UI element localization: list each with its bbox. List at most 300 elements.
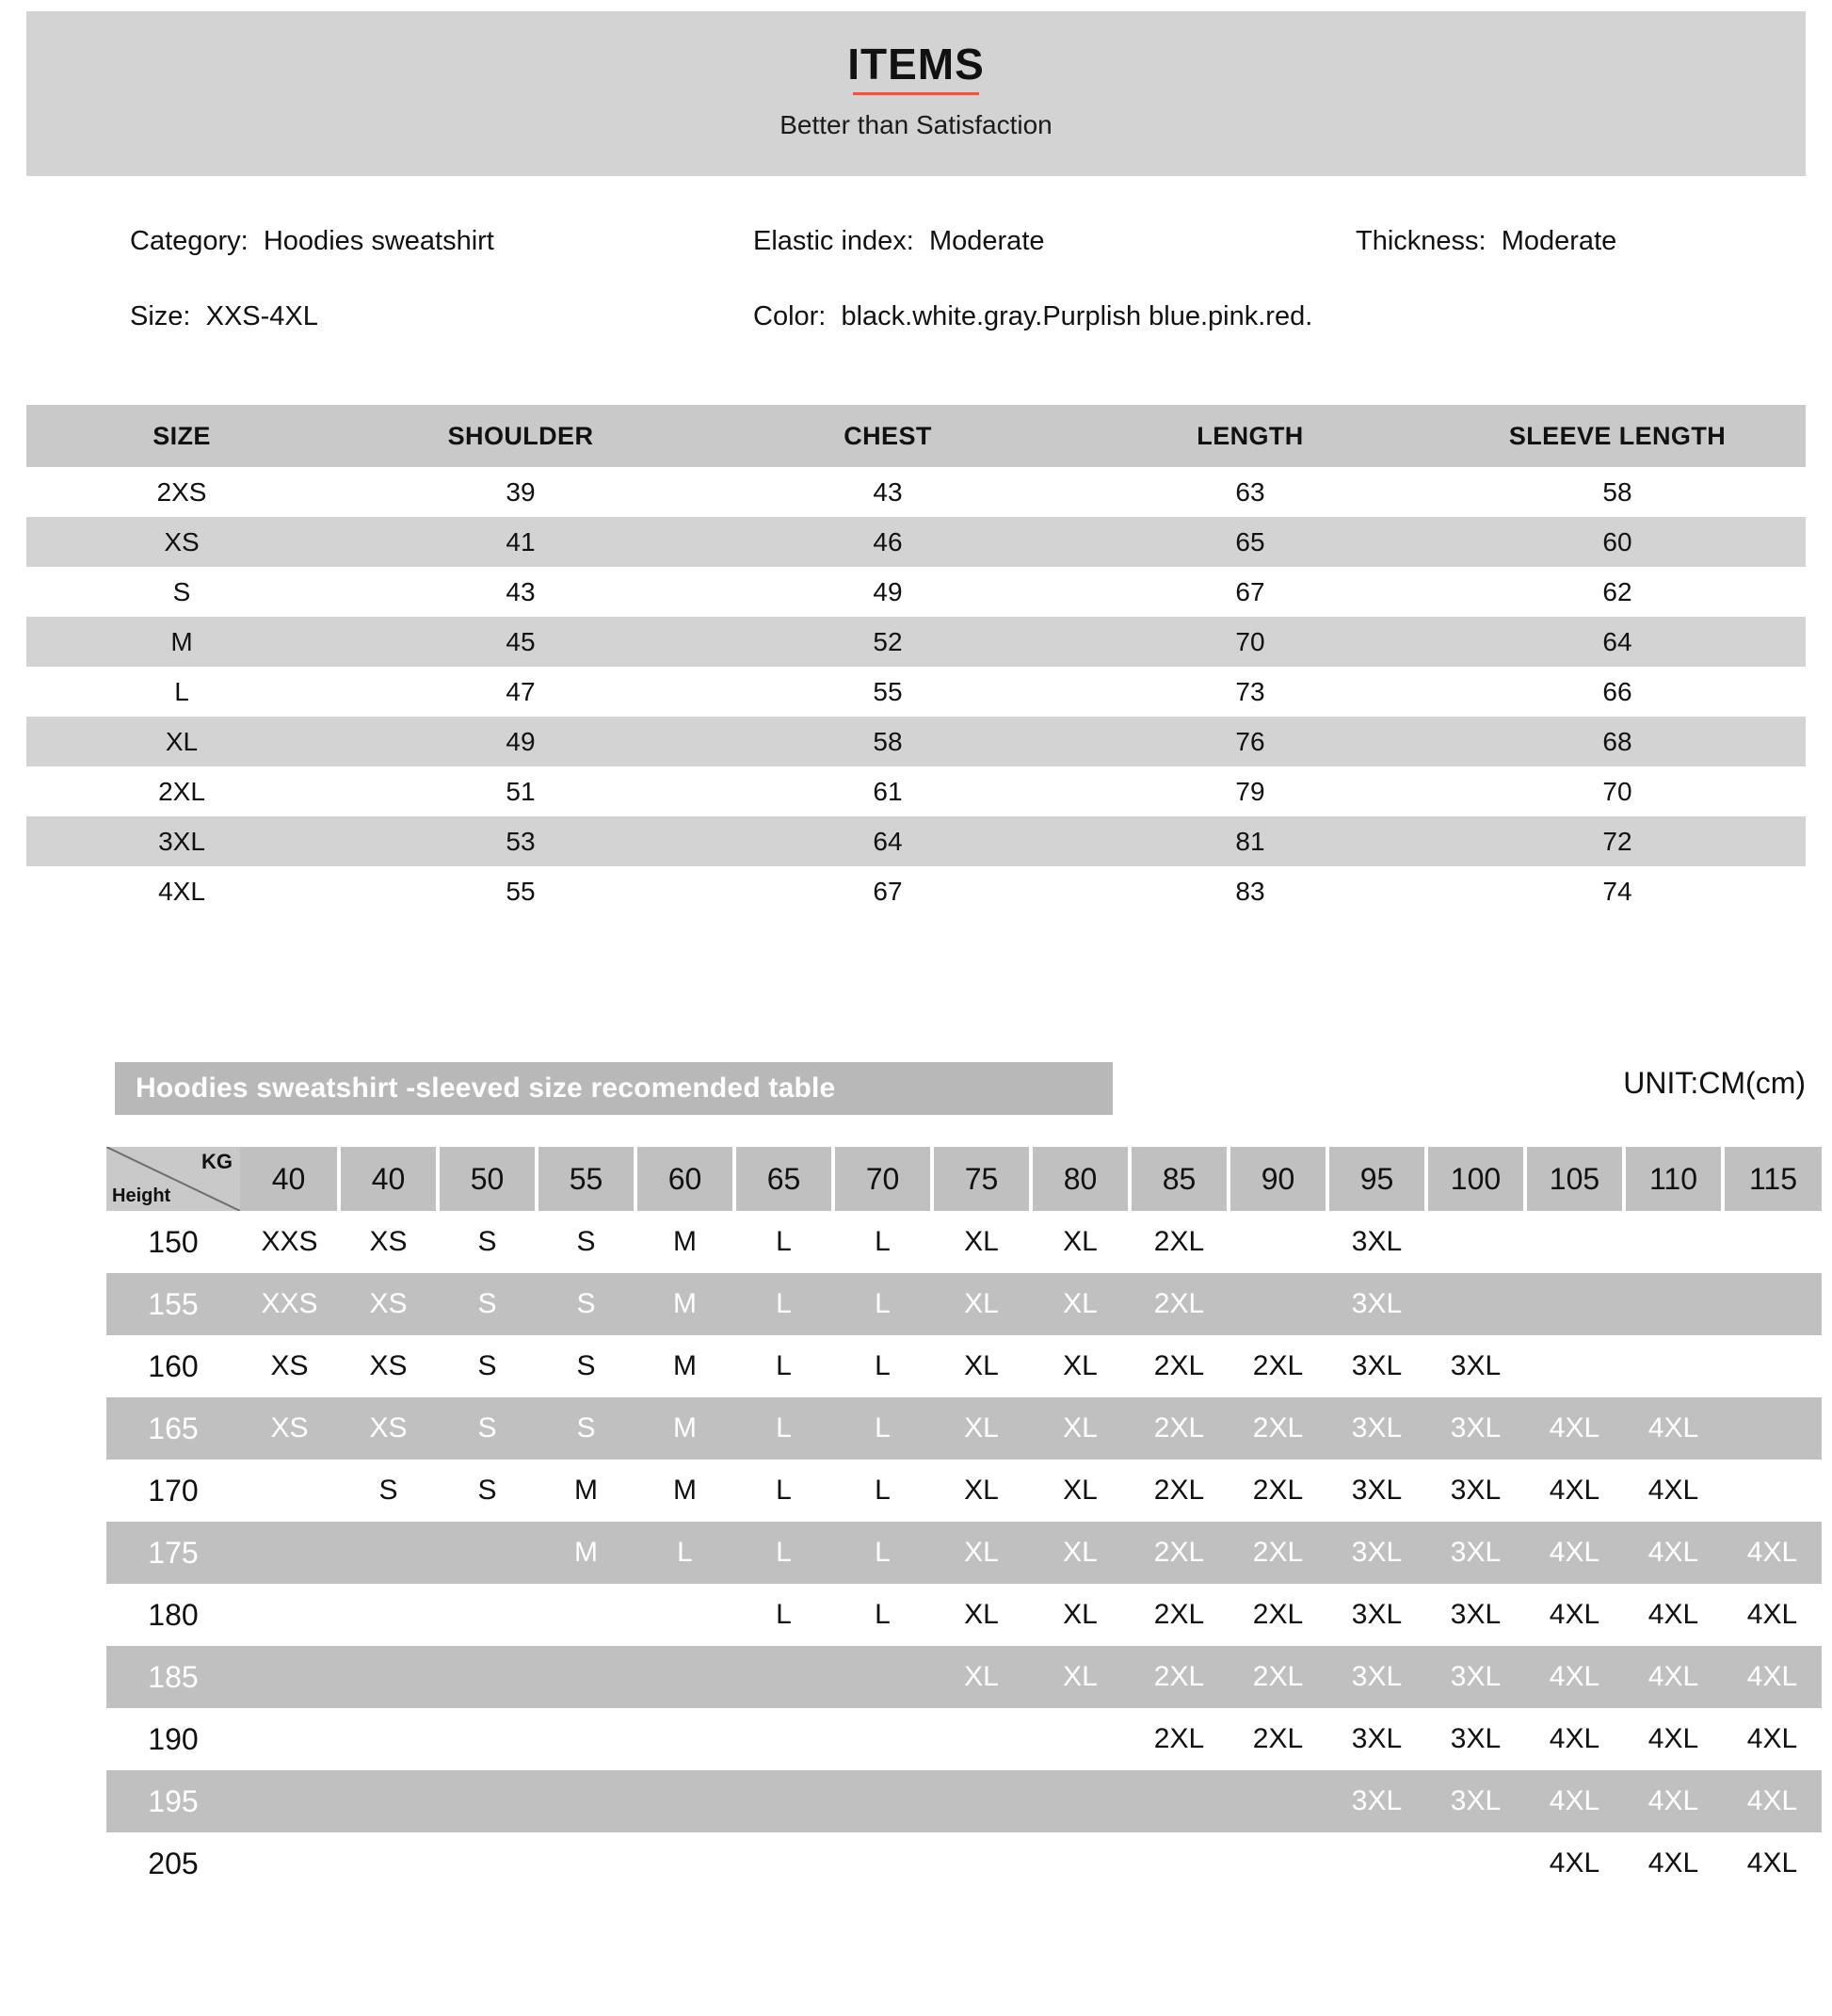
shoulder-cell: 55 [506, 876, 536, 906]
size-cell: XL [1063, 1599, 1098, 1630]
table-row [106, 1832, 1822, 1895]
size-cell: L [776, 1226, 792, 1257]
size-cell [438, 1522, 537, 1584]
size-cell: L [776, 1350, 792, 1381]
size-cell: 4XL [1746, 1661, 1798, 1692]
size-cell: L [875, 1226, 891, 1257]
size-cell: 3XL [1351, 1412, 1403, 1443]
sleeve-length-cell: 70 [1602, 776, 1632, 806]
size-cell: 2XL [1252, 1599, 1304, 1630]
length-cell: 76 [1071, 717, 1429, 766]
size-cell: 2XL [1153, 1723, 1205, 1754]
size-table-header-chest: CHEST [704, 405, 1071, 467]
attribute-thickness-label: Thickness: [1356, 226, 1486, 256]
sleeve-length-cell: 62 [1602, 576, 1632, 606]
size-cell: XS [369, 1350, 408, 1381]
height-cell: 205 [148, 1846, 199, 1880]
size-cell [1723, 1211, 1822, 1273]
size-cell: 4XL [1746, 1847, 1798, 1879]
size-cell: 4XL [1549, 1475, 1600, 1506]
weight-header-14: 110 [1624, 1147, 1723, 1211]
size-cell [1525, 1211, 1624, 1273]
axis-label-kg: KG [201, 1150, 233, 1173]
length-cell: 70 [1071, 617, 1429, 667]
size-cell: XL [1063, 1412, 1098, 1443]
size-cell: 4XL [1549, 1723, 1600, 1754]
chest-cell: 67 [873, 876, 903, 906]
size-cell: M [574, 1537, 598, 1568]
size-cell [1130, 1832, 1229, 1895]
size-measurement-table [26, 405, 1806, 916]
size-cell: L [776, 1599, 792, 1630]
weight-header-1: 40 [339, 1147, 438, 1211]
recommend-title-bar [115, 1062, 1113, 1115]
size-cell: M [673, 1288, 697, 1319]
size-cell [1426, 1273, 1525, 1335]
height-cell: 195 [148, 1783, 199, 1818]
size-cell: 3XL [1450, 1475, 1502, 1506]
size-cell: 4XL [1549, 1847, 1600, 1879]
size-cell: 4XL [1549, 1661, 1600, 1692]
size-cell: 4XL [1549, 1537, 1600, 1568]
table-row [26, 617, 1806, 667]
length-cell: 65 [1071, 517, 1429, 567]
attribute-category [130, 226, 494, 257]
recommend-table-wrapper [106, 1147, 1798, 1895]
attribute-thickness-value: Moderate [1501, 226, 1617, 256]
length-cell: 83 [1235, 876, 1265, 906]
shoulder-cell: 43 [506, 576, 536, 606]
size-cell: 4XL [1647, 1475, 1699, 1506]
size-cell [240, 1584, 339, 1646]
size-cell [339, 1584, 438, 1646]
table-row [106, 1211, 1822, 1273]
size-cell: XL [1063, 1288, 1098, 1319]
size-cell [339, 1708, 438, 1770]
size-cell [240, 1646, 339, 1708]
sleeve-length-cell: 72 [1429, 816, 1806, 866]
attribute-thickness [1356, 226, 1616, 257]
table-row [106, 1460, 1822, 1522]
size-cell: 3XL [1450, 1599, 1502, 1630]
shoulder-cell: 53 [337, 816, 704, 866]
size-cell: 4XL [1647, 1723, 1699, 1754]
table-row [106, 1273, 1822, 1335]
size-cell [438, 1708, 537, 1770]
height-cell: 150 [148, 1224, 199, 1259]
size-cell: XL [964, 1350, 999, 1381]
size-cell: XXS [261, 1288, 318, 1319]
size-cell: 3XL [1450, 1350, 1502, 1381]
size-cell [1624, 1211, 1723, 1273]
attributes-block [26, 226, 1806, 377]
size-cell: M [673, 1412, 697, 1443]
height-cell: 175 [148, 1535, 199, 1570]
weight-header-15: 115 [1723, 1147, 1822, 1211]
size-table-header-size: SIZE [26, 405, 337, 467]
size-cell: XXS [261, 1226, 318, 1257]
size-cell: 3XL [26, 816, 337, 866]
size-cell: 2XL [1252, 1723, 1304, 1754]
size-cell: S [172, 576, 191, 606]
size-cell [1525, 1273, 1624, 1335]
size-cell: L [776, 1475, 792, 1506]
size-cell: XL [964, 1537, 999, 1568]
size-cell: 2XL [1153, 1288, 1205, 1319]
size-cell: 2XL [1153, 1661, 1205, 1692]
size-cell: S [477, 1350, 497, 1381]
recommend-title: Hoodies sweatshirt -sleeved size recomended table [136, 1073, 836, 1104]
weight-header-4: 60 [635, 1147, 734, 1211]
size-cell: S [576, 1350, 596, 1381]
axis-label-height: Height [112, 1185, 171, 1206]
size-cell: S [378, 1475, 398, 1506]
size-cell: M [26, 617, 337, 667]
size-cell [537, 1646, 635, 1708]
sleeve-length-cell: 68 [1429, 717, 1806, 766]
size-cell: 4XL [1746, 1785, 1798, 1816]
table-row [106, 1397, 1822, 1460]
page-title: ITEMS [847, 40, 985, 89]
size-cell [438, 1832, 537, 1895]
size-cell [1723, 1335, 1822, 1397]
attribute-color-value: black.white.gray.Purplish blue.pink.red. [841, 301, 1313, 331]
size-cell: 4XL [1647, 1785, 1699, 1816]
size-cell: 2XL [1252, 1350, 1304, 1381]
sleeve-length-cell: 60 [1429, 517, 1806, 567]
attribute-elastic-index-label: Elastic index: [753, 226, 914, 256]
size-cell [833, 1708, 932, 1770]
size-cell: L [875, 1412, 891, 1443]
size-cell [635, 1584, 734, 1646]
size-cell [240, 1522, 339, 1584]
attribute-elastic-index [753, 226, 1045, 257]
size-cell: M [574, 1475, 598, 1506]
size-table-header-sleeve-length: SLEEVE LENGTH [1429, 405, 1806, 467]
size-cell: 3XL [1351, 1599, 1403, 1630]
size-cell: 2XL [1153, 1350, 1205, 1381]
size-cell [635, 1770, 734, 1832]
size-cell [537, 1832, 635, 1895]
size-cell: 2XS [156, 476, 207, 507]
size-cell: 2XL [1153, 1599, 1205, 1630]
size-cell: L [776, 1537, 792, 1568]
size-cell: 3XL [1351, 1226, 1403, 1257]
size-cell [734, 1770, 833, 1832]
shoulder-cell: 49 [337, 717, 704, 766]
chest-cell: 46 [704, 517, 1071, 567]
size-cell: XS [369, 1226, 408, 1257]
size-cell: 4XL [1549, 1412, 1600, 1443]
size-cell: 2XL [1153, 1412, 1205, 1443]
size-cell: L [875, 1537, 891, 1568]
attribute-color-label: Color: [753, 301, 827, 331]
chest-cell: 49 [873, 576, 903, 606]
length-cell: 79 [1235, 776, 1265, 806]
size-cell: S [477, 1226, 497, 1257]
size-cell: 4XL [1647, 1847, 1699, 1879]
weight-header-8: 80 [1031, 1147, 1130, 1211]
attribute-category-label: Category: [130, 226, 249, 256]
table-row [106, 1708, 1822, 1770]
weight-header-13: 105 [1525, 1147, 1624, 1211]
size-cell: XS [270, 1412, 309, 1443]
size-cell: XL [1063, 1661, 1098, 1692]
size-table-header-length: LENGTH [1071, 405, 1429, 467]
size-cell: 4XL [1746, 1599, 1798, 1630]
size-cell [833, 1770, 932, 1832]
size-cell [240, 1770, 339, 1832]
size-cell [932, 1832, 1031, 1895]
table-row [106, 1770, 1822, 1832]
size-cell: 3XL [1351, 1537, 1403, 1568]
size-cell: 4XL [1746, 1723, 1798, 1754]
size-cell [537, 1584, 635, 1646]
height-cell: 190 [148, 1721, 199, 1756]
table-row [106, 1584, 1822, 1646]
size-cell [1031, 1832, 1130, 1895]
shoulder-cell: 39 [506, 476, 536, 507]
table-row [26, 866, 1806, 916]
weight-header-9: 85 [1130, 1147, 1229, 1211]
size-cell: 3XL [1351, 1661, 1403, 1692]
height-cell: 160 [148, 1348, 199, 1383]
sleeve-length-cell: 66 [1602, 676, 1632, 706]
shoulder-cell: 51 [506, 776, 536, 806]
size-cell: M [673, 1475, 697, 1506]
length-cell: 67 [1235, 576, 1265, 606]
axis-corner-cell [106, 1147, 240, 1211]
size-cell [1229, 1211, 1327, 1273]
sleeve-length-cell: 74 [1602, 876, 1632, 906]
size-cell: XL [1063, 1537, 1098, 1568]
table-row [26, 517, 1806, 567]
table-row [106, 1335, 1822, 1397]
size-cell: S [477, 1288, 497, 1319]
size-cell: S [477, 1412, 497, 1443]
size-cell: 4XL [1647, 1661, 1699, 1692]
table-row [106, 1522, 1822, 1584]
size-cell: 3XL [1450, 1723, 1502, 1754]
size-cell [1723, 1273, 1822, 1335]
size-cell: 3XL [1450, 1412, 1502, 1443]
size-cell [734, 1646, 833, 1708]
page-subtitle: Better than Satisfaction [779, 110, 1053, 140]
size-cell: XL [964, 1288, 999, 1319]
size-cell [635, 1708, 734, 1770]
weight-header-7: 75 [932, 1147, 1031, 1211]
size-cell [240, 1832, 339, 1895]
table-row [106, 1646, 1822, 1708]
size-cell: L [174, 676, 189, 706]
size-cell: M [673, 1226, 697, 1257]
size-cell: 2XL [1252, 1537, 1304, 1568]
size-cell: 4XL [1549, 1599, 1600, 1630]
size-cell: XL [964, 1412, 999, 1443]
attribute-size [130, 301, 318, 332]
length-cell: 81 [1071, 816, 1429, 866]
size-cell [1723, 1397, 1822, 1460]
size-cell [1624, 1273, 1723, 1335]
height-cell: 180 [148, 1597, 199, 1632]
size-cell [537, 1708, 635, 1770]
size-cell: 2XL [1153, 1475, 1205, 1506]
size-cell: 3XL [1351, 1288, 1403, 1319]
size-cell [339, 1646, 438, 1708]
size-cell: L [875, 1350, 891, 1381]
size-cell: 2XL [1153, 1226, 1205, 1257]
height-weight-size-table [106, 1147, 1822, 1895]
size-cell: XL [964, 1599, 999, 1630]
weight-header-3: 55 [537, 1147, 635, 1211]
size-cell: XL [1063, 1226, 1098, 1257]
weight-header-11: 95 [1327, 1147, 1426, 1211]
size-cell [932, 1770, 1031, 1832]
size-cell [1723, 1460, 1822, 1522]
size-cell: 4XL [1647, 1599, 1699, 1630]
size-cell [932, 1708, 1031, 1770]
size-cell: 4XL [1647, 1537, 1699, 1568]
size-cell: L [776, 1412, 792, 1443]
attribute-elastic-index-value: Moderate [928, 226, 1045, 256]
size-cell: XS [26, 517, 337, 567]
size-cell [438, 1584, 537, 1646]
attributes-row-2 [26, 301, 1806, 377]
size-cell: L [776, 1288, 792, 1319]
size-cell: 3XL [1351, 1475, 1403, 1506]
size-cell: 4XL [158, 876, 205, 906]
size-cell: L [875, 1288, 891, 1319]
size-cell: 2XL [1252, 1661, 1304, 1692]
shoulder-cell: 45 [337, 617, 704, 667]
table-row [26, 717, 1806, 766]
title-underline-accent [853, 92, 979, 95]
size-table-header-row [26, 405, 1806, 467]
size-cell: 2XL [1252, 1412, 1304, 1443]
size-cell: XL [1063, 1475, 1098, 1506]
size-cell [635, 1646, 734, 1708]
size-cell: XL [26, 717, 337, 766]
header-banner [26, 11, 1806, 176]
weight-header-2: 50 [438, 1147, 537, 1211]
size-cell [1130, 1770, 1229, 1832]
size-cell [1229, 1832, 1327, 1895]
length-cell: 73 [1235, 676, 1265, 706]
table-row [26, 467, 1806, 517]
size-cell: L [677, 1537, 693, 1568]
shoulder-cell: 41 [337, 517, 704, 567]
size-cell [1229, 1770, 1327, 1832]
weight-header-12: 100 [1426, 1147, 1525, 1211]
size-table-header-shoulder: SHOULDER [337, 405, 704, 467]
shoulder-cell: 47 [506, 676, 536, 706]
size-cell: S [576, 1412, 596, 1443]
size-cell [339, 1832, 438, 1895]
size-cell: XS [369, 1288, 408, 1319]
size-cell [1624, 1335, 1723, 1397]
size-cell: XL [964, 1661, 999, 1692]
size-cell [1031, 1770, 1130, 1832]
table-row [26, 667, 1806, 717]
size-cell [1525, 1335, 1624, 1397]
weight-header-6: 70 [833, 1147, 932, 1211]
size-cell [537, 1770, 635, 1832]
size-cell [1031, 1708, 1130, 1770]
size-cell: 3XL [1450, 1537, 1502, 1568]
size-cell: 3XL [1351, 1723, 1403, 1754]
size-cell: 3XL [1351, 1350, 1403, 1381]
height-cell: 165 [148, 1411, 199, 1445]
size-cell: XL [1063, 1350, 1098, 1381]
size-cell [833, 1832, 932, 1895]
size-cell: XS [369, 1412, 408, 1443]
height-cell: 155 [148, 1286, 199, 1321]
weight-header-0: 40 [240, 1147, 339, 1211]
length-cell: 63 [1235, 476, 1265, 507]
size-cell [339, 1770, 438, 1832]
table-row [26, 766, 1806, 816]
height-cell: 170 [148, 1473, 199, 1508]
weight-header-5: 65 [734, 1147, 833, 1211]
size-cell: 2XL [1153, 1537, 1205, 1568]
size-cell: S [576, 1288, 596, 1319]
sleeve-length-cell: 64 [1429, 617, 1806, 667]
size-cell [734, 1832, 833, 1895]
chest-cell: 43 [873, 476, 903, 507]
size-cell [1426, 1832, 1525, 1895]
size-cell [240, 1460, 339, 1522]
attribute-size-label: Size: [130, 301, 191, 331]
size-cell: L [875, 1475, 891, 1506]
size-cell: 4XL [1549, 1785, 1600, 1816]
size-cell: 3XL [1450, 1785, 1502, 1816]
sleeve-length-cell: 58 [1602, 476, 1632, 507]
size-cell [833, 1646, 932, 1708]
attribute-category-value: Hoodies sweatshirt [263, 226, 494, 256]
size-cell [438, 1646, 537, 1708]
chest-cell: 61 [873, 776, 903, 806]
size-cell: L [875, 1599, 891, 1630]
size-cell [240, 1708, 339, 1770]
attribute-size-value: XXS-4XL [205, 301, 318, 331]
size-cell [1327, 1832, 1426, 1895]
chest-cell: 55 [873, 676, 903, 706]
table-row [26, 567, 1806, 617]
size-cell [1426, 1211, 1525, 1273]
size-cell [339, 1522, 438, 1584]
size-cell: XL [964, 1226, 999, 1257]
attribute-color [753, 301, 1312, 332]
size-cell: S [477, 1475, 497, 1506]
unit-label: UNIT:CM(cm) [1623, 1066, 1806, 1100]
chest-cell: 52 [704, 617, 1071, 667]
chest-cell: 64 [704, 816, 1071, 866]
chest-cell: 58 [704, 717, 1071, 766]
recommend-header-row [106, 1147, 1822, 1211]
size-cell: M [673, 1350, 697, 1381]
size-cell [635, 1832, 734, 1895]
size-cell [734, 1708, 833, 1770]
size-cell: 3XL [1450, 1661, 1502, 1692]
attributes-row-1 [26, 226, 1806, 301]
size-cell [1229, 1273, 1327, 1335]
size-cell: 2XL [158, 776, 205, 806]
size-cell: XS [270, 1350, 309, 1381]
size-cell: 3XL [1351, 1785, 1403, 1816]
size-cell: XL [964, 1475, 999, 1506]
weight-header-10: 90 [1229, 1147, 1327, 1211]
size-cell: 4XL [1647, 1412, 1699, 1443]
